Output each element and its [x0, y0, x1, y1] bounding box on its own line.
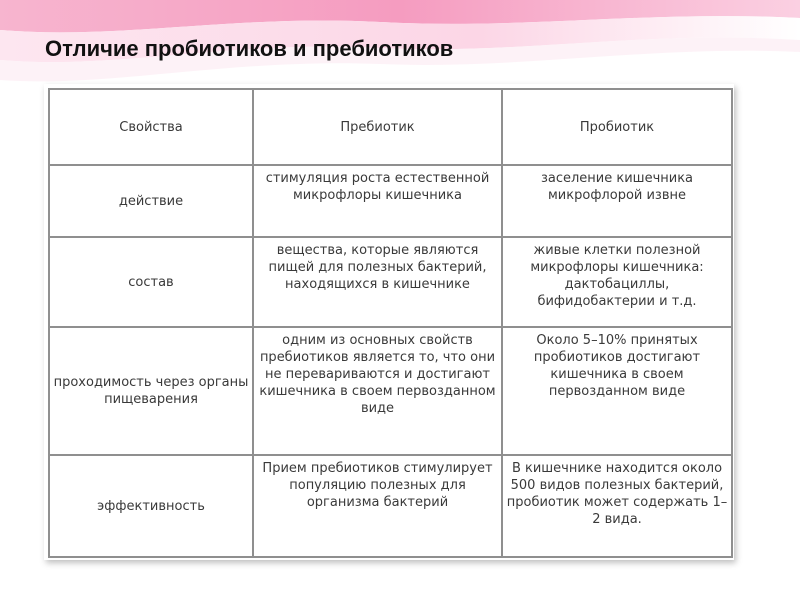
prebiotic-cell: Прием пребиотиков стимулирует популяцию полезных для организма бактерий: [253, 455, 502, 557]
page-title: Отличие пробиотиков и пребиотиков: [45, 36, 454, 61]
table-header-row: [49, 89, 732, 165]
probiotic-cell: заселение кишечника микрофлорой извне: [502, 165, 732, 237]
header-properties: Свойства: [49, 89, 253, 165]
property-cell: эффективность: [49, 455, 253, 557]
prebiotic-cell: одним из основных свойств пребиотиков является то, что они не перевариваются и достигают кишечника в своем первозданном виде: [253, 327, 502, 455]
property-cell: проходимость через органы пищеварения: [49, 327, 253, 455]
table-row: [49, 165, 732, 237]
header-probiotic: Пробиотик: [502, 89, 732, 165]
table-row: [49, 237, 732, 327]
prebiotic-cell: стимуляция роста естественной микрофлоры кишечника: [253, 165, 502, 237]
comparison-table-frame: [44, 84, 734, 560]
table-row: [49, 327, 732, 455]
probiotic-cell: В кишечнике находится около 500 видов полезных бактерий, пробиотик может содержать 1–2 вида.: [502, 455, 732, 557]
property-cell: действие: [49, 165, 253, 237]
comparison-table: [48, 88, 733, 558]
property-cell: состав: [49, 237, 253, 327]
probiotic-cell: Около 5–10% принятых пробиотиков достигают кишечника в своем первозданном виде: [502, 327, 732, 455]
header-prebiotic: Пребиотик: [253, 89, 502, 165]
table-row: [49, 455, 732, 557]
prebiotic-cell: вещества, которые являются пищей для полезных бактерий, находящихся в кишечнике: [253, 237, 502, 327]
probiotic-cell: живые клетки полезной микрофлоры кишечника: дактобациллы, бифидобактерии и т.д.: [502, 237, 732, 327]
